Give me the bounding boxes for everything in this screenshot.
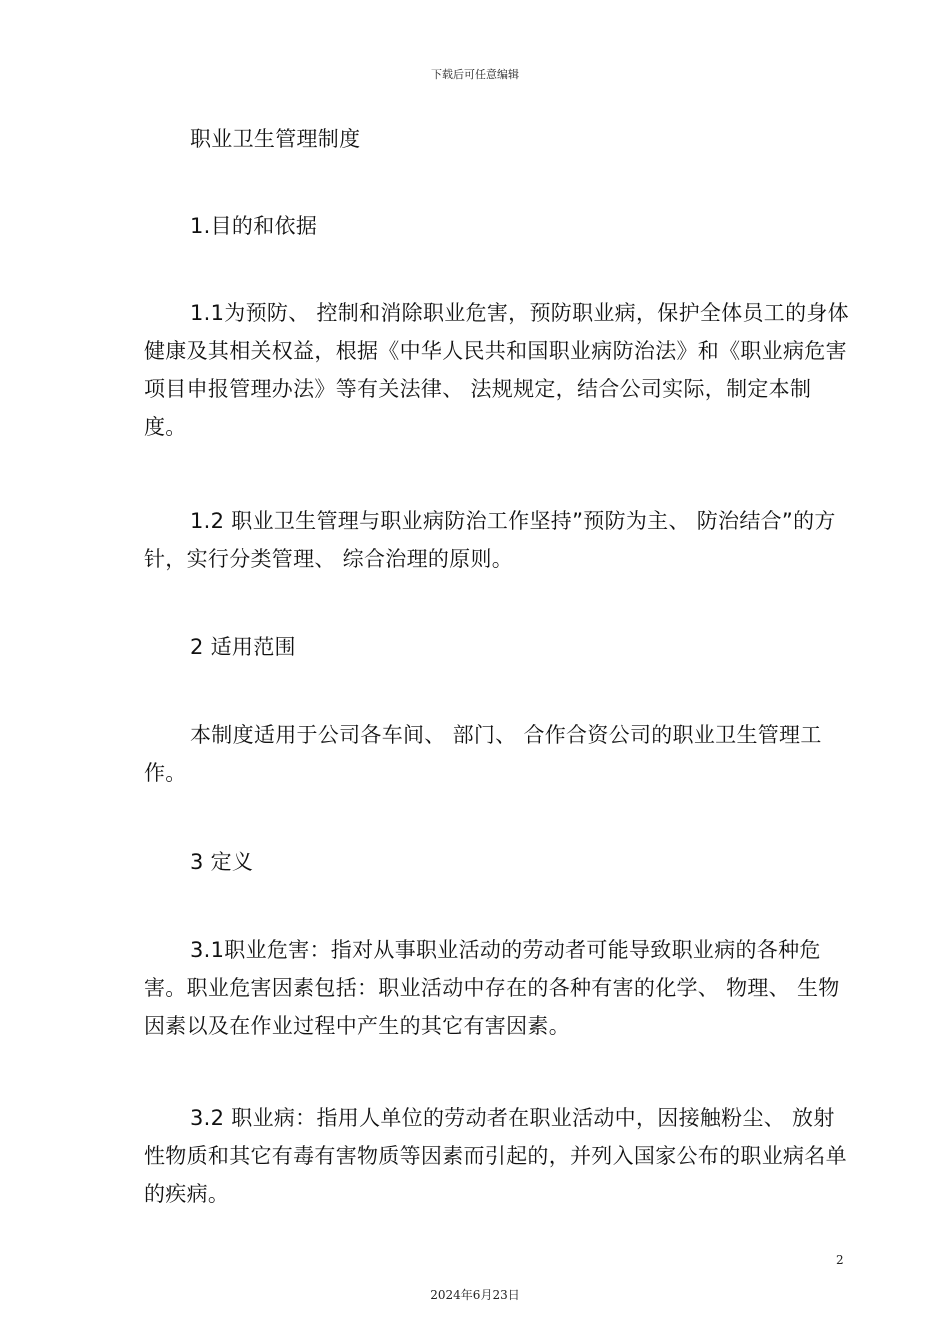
paragraph-3-2: 3.2 职业病：指用人单位的劳动者在职业活动中，因接触粉尘、 放射性物质和其它有毒有害物质等因素而引起的，并列入国家公布的职业病名单的疾病。 — [144, 1106, 847, 1206]
page-header: 下载后可任意编辑 — [431, 68, 519, 81]
section-heading-scope: 2 适用范围 — [190, 635, 296, 659]
section-heading-definitions: 3 定义 — [190, 850, 254, 874]
paragraph-1-1: 1.1为预防、 控制和消除职业危害，预防职业病，保护全体员工的身体健康及其相关权益，根据《中华人民共和国职业病防治法》和《职业病危害项目申报管理办法》等有关法律、 法规规定，结合公司实际，制定本制度。 — [144, 301, 849, 439]
page-number: 2 — [836, 1253, 844, 1267]
paragraph-1-2: 1.2 职业卫生管理与职业病防治工作坚持”预防为主、 防治结合”的方针，实行分类管理、 综合治理的原则。 — [144, 509, 836, 571]
section-heading-purpose: 1.目的和依据 — [190, 214, 318, 238]
footer-date: 2024年6月23日 — [430, 1288, 520, 1302]
paragraph-3-1: 3.1职业危害：指对从事职业活动的劳动者可能导致职业病的各种危害。职业危害因素包括：职业活动中存在的各种有害的化学、 物理、 生物因素以及在作业过程中产生的其它有害因素。 — [144, 938, 840, 1038]
paragraph-scope: 本制度适用于公司各车间、 部门、 合作合资公司的职业卫生管理工作。 — [144, 723, 822, 785]
document-title: 职业卫生管理制度 — [190, 127, 361, 151]
